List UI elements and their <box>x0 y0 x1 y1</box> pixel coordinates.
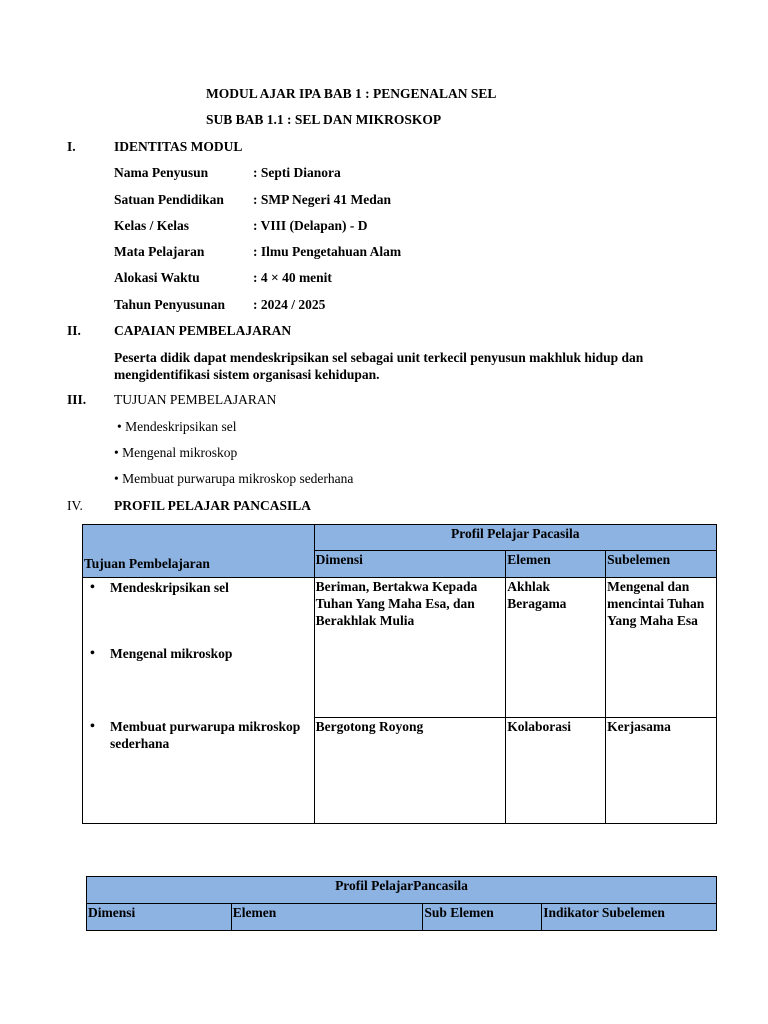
identity-label: Kelas / Kelas <box>114 218 189 233</box>
tujuan-list-item <box>90 718 314 752</box>
identity-value: : Ilmu Pengetahuan Alam <box>253 244 402 259</box>
elemen-cell: Kolaborasi <box>506 718 606 824</box>
section-2-number: II. <box>67 323 81 338</box>
col-header-elemen: Elemen <box>506 551 606 578</box>
identity-label: Satuan Pendidikan <box>114 192 224 207</box>
identity-value: : VIII (Delapan) - D <box>253 218 368 233</box>
capaian-paragraph: Peserta didik dapat mendeskripsikan sel sebagai unit terkecil penyusun makhluk hidup dan mengidentifikasi sistem organisasi kehidupan. <box>114 350 644 382</box>
tujuan-item: • Mengenal mikroskop <box>114 445 238 460</box>
section-4-title: PROFIL PELAJAR PANCASILA <box>114 498 312 513</box>
identity-value: : 2024 / 2025 <box>253 297 326 312</box>
tujuan-text: Mendeskripsikan sel <box>110 580 229 595</box>
col-header-tujuan: Tujuan Pembelajaran <box>83 551 315 578</box>
section-1-number: I. <box>67 139 76 154</box>
profil-detail-group-header: Profil PelajarPancasila <box>87 877 717 904</box>
section-2-title: CAPAIAN PEMBELAJARAN <box>114 323 292 338</box>
tujuan-text: Membuat purwarupa mikroskop sederhana <box>110 719 301 751</box>
identity-value: : Septi Dianora <box>253 165 341 180</box>
col-header-elemen: Elemen <box>231 904 423 931</box>
col-header-indikator: Indikator Subelemen <box>542 904 717 931</box>
section-3-number: III. <box>67 392 87 407</box>
identity-label: Alokasi Waktu <box>114 270 200 285</box>
tujuan-list-item <box>90 579 314 596</box>
section-4-number: IV. <box>67 498 83 513</box>
col-header-subelemen: Subelemen <box>606 551 717 578</box>
tujuan-text: Mengenal mikroskop <box>110 646 233 661</box>
identity-value: : SMP Negeri 41 Medan <box>253 192 391 207</box>
col-header-dimensi: Dimensi <box>314 551 506 578</box>
header-cell-empty <box>83 525 315 551</box>
subelemen-cell: Kerjasama <box>606 718 717 824</box>
col-header-sub-elemen: Sub Elemen <box>423 904 542 931</box>
module-subtitle: SUB BAB 1.1 : SEL DAN MIKROSKOP <box>206 112 442 127</box>
dimensi-cell: Beriman, Bertakwa Kepada Tuhan Yang Maha Esa, dan Berakhlak Mulia <box>314 578 506 718</box>
tujuan-list-item <box>90 645 314 662</box>
bullet-icon: • <box>90 719 95 734</box>
identity-label: Tahun Penyusunan <box>114 297 225 312</box>
identity-value: : 4 × 40 menit <box>253 270 332 285</box>
identity-label: Nama Penyusun <box>114 165 209 180</box>
dimensi-cell: Bergotong Royong <box>314 718 506 824</box>
profil-detail-table <box>86 876 717 931</box>
bullet-icon: • <box>90 646 95 661</box>
profil-group-header: Profil Pelajar Pacasila <box>314 525 716 551</box>
profil-table <box>82 524 717 824</box>
tujuan-cell <box>83 578 315 824</box>
col-header-dimensi: Dimensi <box>87 904 232 931</box>
identity-label: Mata Pelajaran <box>114 244 205 259</box>
tujuan-item: • Membuat purwarupa mikroskop sederhana <box>114 471 354 486</box>
tujuan-item: • Mendeskripsikan sel <box>117 419 237 434</box>
section-3-title: TUJUAN PEMBELAJARAN <box>114 392 277 407</box>
bullet-icon: • <box>90 580 95 595</box>
subelemen-cell: Mengenal dan mencintai Tuhan Yang Maha Esa <box>606 578 717 718</box>
section-1-title: IDENTITAS MODUL <box>114 139 243 154</box>
elemen-cell: Akhlak Beragama <box>506 578 606 718</box>
module-title: MODUL AJAR IPA BAB 1 : PENGENALAN SEL <box>206 86 497 101</box>
